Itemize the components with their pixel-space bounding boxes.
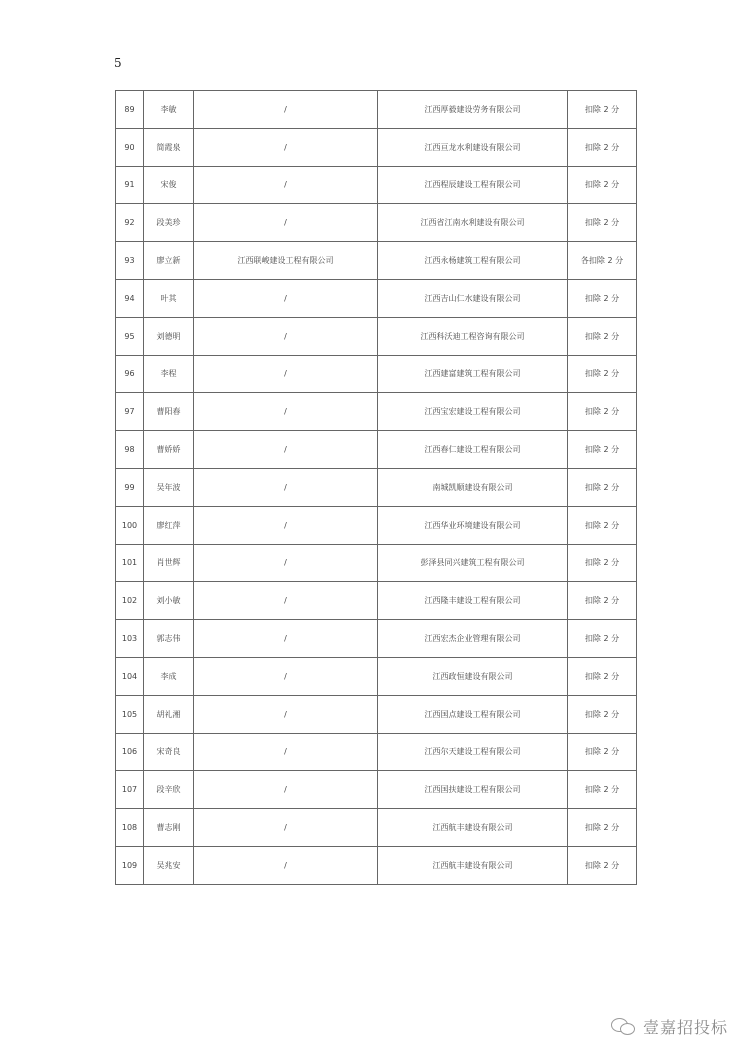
table-row <box>116 846 637 884</box>
table-row <box>116 128 637 166</box>
watermark <box>611 1015 728 1038</box>
page-number: 5 <box>114 56 122 70</box>
table-row <box>116 91 637 129</box>
penalty-cell: 扣除 2 分 <box>568 582 637 620</box>
row-number-cell: 91 <box>116 166 144 204</box>
person-name-cell: 吴兆安 <box>144 846 194 884</box>
row-number-cell: 94 <box>116 279 144 317</box>
penalty-cell: 扣除 2 分 <box>568 506 637 544</box>
person-name-cell: 刘德明 <box>144 317 194 355</box>
person-name-cell: 曹志刚 <box>144 809 194 847</box>
related-company-cell: / <box>194 544 378 582</box>
row-number-cell: 107 <box>116 771 144 809</box>
table-row <box>116 733 637 771</box>
related-company-cell: / <box>194 771 378 809</box>
table-row <box>116 657 637 695</box>
company-cell: 江西宝宏建设工程有限公司 <box>378 393 568 431</box>
table-row <box>116 468 637 506</box>
records-table-body <box>116 91 637 885</box>
related-company-cell: / <box>194 393 378 431</box>
penalty-cell: 扣除 2 分 <box>568 544 637 582</box>
person-name-cell: 刘小敏 <box>144 582 194 620</box>
person-name-cell: 曹娇娇 <box>144 431 194 469</box>
table-row <box>116 544 637 582</box>
company-cell: 江西程辰建设工程有限公司 <box>378 166 568 204</box>
row-number-cell: 103 <box>116 620 144 658</box>
related-company-cell: / <box>194 846 378 884</box>
company-cell: 彭泽县同兴建筑工程有限公司 <box>378 544 568 582</box>
person-name-cell: 曹阳春 <box>144 393 194 431</box>
company-cell: 江西宏杰企业管理有限公司 <box>378 620 568 658</box>
person-name-cell: 廖立新 <box>144 242 194 280</box>
penalty-cell: 扣除 2 分 <box>568 620 637 658</box>
person-name-cell: 李敏 <box>144 91 194 129</box>
person-name-cell: 李程 <box>144 355 194 393</box>
company-cell: 江西华业环境建设有限公司 <box>378 506 568 544</box>
row-number-cell: 99 <box>116 468 144 506</box>
company-cell: 江西航丰建设有限公司 <box>378 846 568 884</box>
table-row <box>116 317 637 355</box>
person-name-cell: 廖红萍 <box>144 506 194 544</box>
row-number-cell: 102 <box>116 582 144 620</box>
penalty-cell: 扣除 2 分 <box>568 846 637 884</box>
related-company-cell: / <box>194 468 378 506</box>
watermark-text: 壹嘉招投标 <box>642 1018 728 1037</box>
table-row <box>116 431 637 469</box>
related-company-cell: / <box>194 128 378 166</box>
table-row <box>116 582 637 620</box>
penalty-cell: 扣除 2 分 <box>568 695 637 733</box>
related-company-cell: / <box>194 733 378 771</box>
related-company-cell: / <box>194 204 378 242</box>
related-company-cell: / <box>194 506 378 544</box>
person-name-cell: 宋奇良 <box>144 733 194 771</box>
related-company-cell: / <box>194 355 378 393</box>
company-cell: 南城凯顺建设有限公司 <box>378 468 568 506</box>
related-company-cell: / <box>194 317 378 355</box>
company-cell: 江西永杨建筑工程有限公司 <box>378 242 568 280</box>
company-cell: 江西亘龙水利建设有限公司 <box>378 128 568 166</box>
row-number-cell: 104 <box>116 657 144 695</box>
person-name-cell: 肖世辉 <box>144 544 194 582</box>
related-company-cell: / <box>194 695 378 733</box>
records-table <box>115 90 637 885</box>
penalty-cell: 扣除 2 分 <box>568 355 637 393</box>
company-cell: 江西国扶建设工程有限公司 <box>378 771 568 809</box>
company-cell: 江西科沃迪工程咨询有限公司 <box>378 317 568 355</box>
company-cell: 江西尔天建设工程有限公司 <box>378 733 568 771</box>
person-name-cell: 李成 <box>144 657 194 695</box>
row-number-cell: 97 <box>116 393 144 431</box>
company-cell: 江西省江南水利建设有限公司 <box>378 204 568 242</box>
table-row <box>116 355 637 393</box>
row-number-cell: 93 <box>116 242 144 280</box>
penalty-cell: 扣除 2 分 <box>568 771 637 809</box>
penalty-cell: 扣除 2 分 <box>568 317 637 355</box>
row-number-cell: 105 <box>116 695 144 733</box>
table-row <box>116 279 637 317</box>
company-cell: 江西吉山仁水建设有限公司 <box>378 279 568 317</box>
penalty-cell: 扣除 2 分 <box>568 393 637 431</box>
person-name-cell: 郭志伟 <box>144 620 194 658</box>
company-cell: 江西建富建筑工程有限公司 <box>378 355 568 393</box>
related-company-cell: / <box>194 657 378 695</box>
penalty-cell: 扣除 2 分 <box>568 468 637 506</box>
penalty-cell: 扣除 2 分 <box>568 91 637 129</box>
related-company-cell: / <box>194 809 378 847</box>
penalty-cell: 扣除 2 分 <box>568 204 637 242</box>
row-number-cell: 98 <box>116 431 144 469</box>
company-cell: 江西国点建设工程有限公司 <box>378 695 568 733</box>
company-cell: 江西隆丰建设工程有限公司 <box>378 582 568 620</box>
row-number-cell: 96 <box>116 355 144 393</box>
related-company-cell: / <box>194 582 378 620</box>
related-company-cell: / <box>194 279 378 317</box>
company-cell: 江西政恒建设有限公司 <box>378 657 568 695</box>
person-name-cell: 胡礼湘 <box>144 695 194 733</box>
company-cell: 江西厚毅建设劳务有限公司 <box>378 91 568 129</box>
person-name-cell: 叶其 <box>144 279 194 317</box>
person-name-cell: 段辛欣 <box>144 771 194 809</box>
penalty-cell: 扣除 2 分 <box>568 733 637 771</box>
row-number-cell: 92 <box>116 204 144 242</box>
company-cell: 江西春仁建设工程有限公司 <box>378 431 568 469</box>
related-company-cell: 江西联峻建设工程有限公司 <box>194 242 378 280</box>
person-name-cell: 宋俊 <box>144 166 194 204</box>
person-name-cell: 段美珍 <box>144 204 194 242</box>
table-row <box>116 166 637 204</box>
penalty-cell: 扣除 2 分 <box>568 279 637 317</box>
person-name-cell: 吴年波 <box>144 468 194 506</box>
table-row <box>116 242 637 280</box>
table-row <box>116 771 637 809</box>
related-company-cell: / <box>194 620 378 658</box>
related-company-cell: / <box>194 166 378 204</box>
row-number-cell: 109 <box>116 846 144 884</box>
company-cell: 江西航丰建设有限公司 <box>378 809 568 847</box>
table-row <box>116 204 637 242</box>
table-row <box>116 506 637 544</box>
row-number-cell: 100 <box>116 506 144 544</box>
penalty-cell: 各扣除 2 分 <box>568 242 637 280</box>
related-company-cell: / <box>194 431 378 469</box>
row-number-cell: 89 <box>116 91 144 129</box>
table-row <box>116 695 637 733</box>
related-company-cell: / <box>194 91 378 129</box>
table-row <box>116 393 637 431</box>
table-row <box>116 620 637 658</box>
row-number-cell: 90 <box>116 128 144 166</box>
penalty-cell: 扣除 2 分 <box>568 128 637 166</box>
penalty-cell: 扣除 2 分 <box>568 166 637 204</box>
row-number-cell: 101 <box>116 544 144 582</box>
row-number-cell: 95 <box>116 317 144 355</box>
penalty-cell: 扣除 2 分 <box>568 431 637 469</box>
row-number-cell: 108 <box>116 809 144 847</box>
wechat-icon <box>611 1017 637 1037</box>
table-row <box>116 809 637 847</box>
row-number-cell: 106 <box>116 733 144 771</box>
penalty-cell: 扣除 2 分 <box>568 657 637 695</box>
person-name-cell: 简霞泉 <box>144 128 194 166</box>
penalty-cell: 扣除 2 分 <box>568 809 637 847</box>
